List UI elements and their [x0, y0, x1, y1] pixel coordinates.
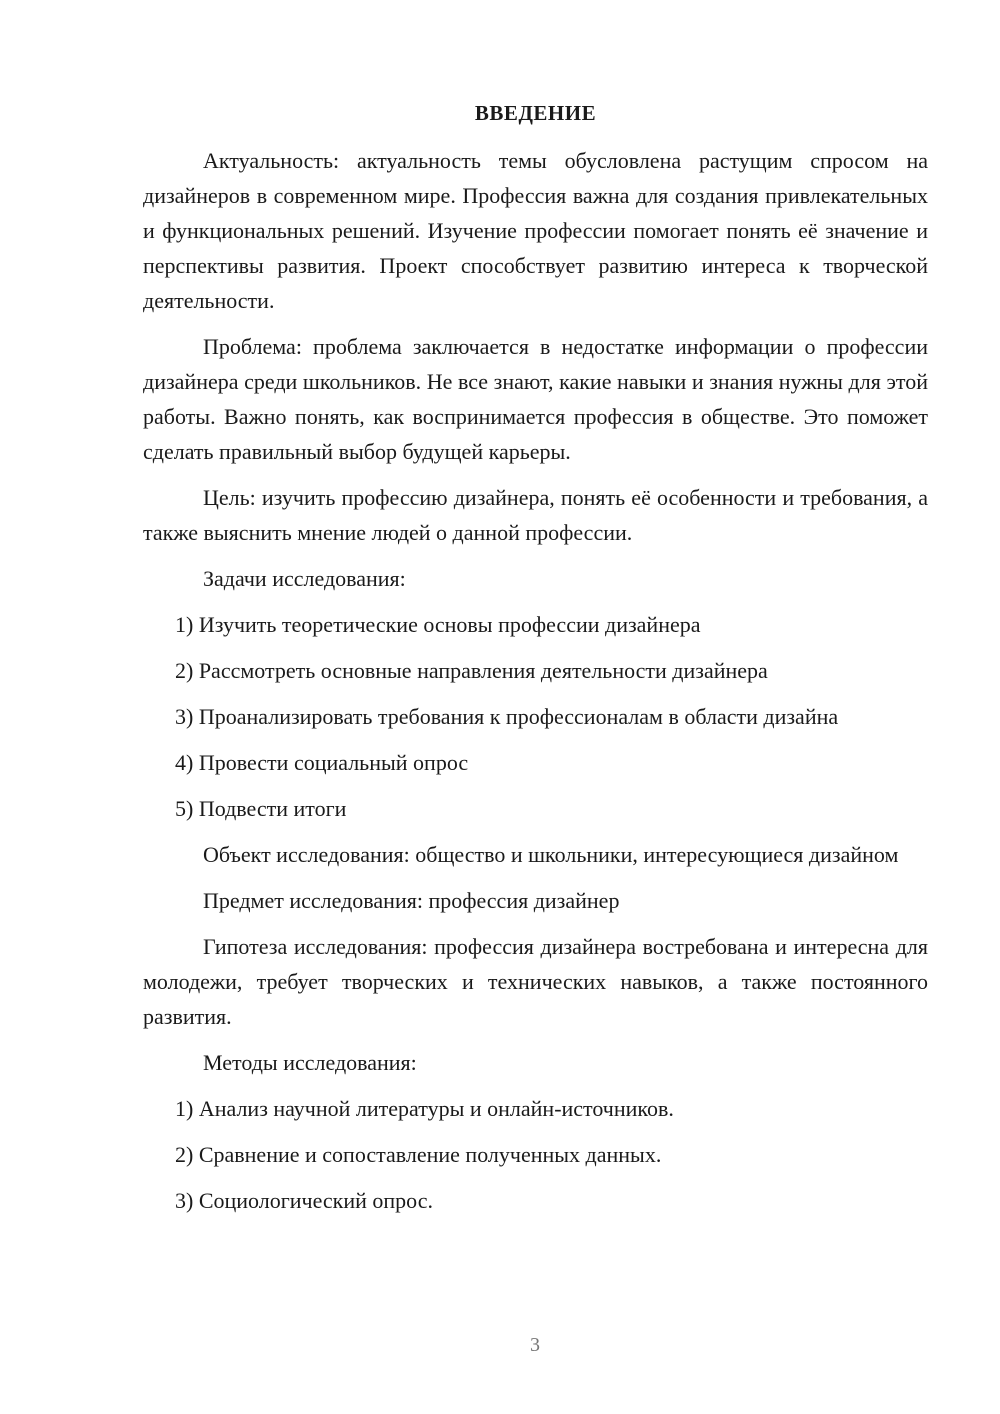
task-item: 1) Изучить теоретические основы профессии дизайнера — [175, 612, 701, 637]
task-item: 2) Рассмотреть основные направления деятельности дизайнера — [175, 658, 768, 683]
problem-paragraph: Проблема: проблема заключается в недостатке информации о профессии дизайнера среди школьников. Не все знают, какие навыки и знания нужны для этой работы. Важно понять, как воспринимается профессия в обществе. Это поможет сделать правильный выбор будущей карьеры. — [143, 334, 928, 464]
object-paragraph: Объект исследования: общество и школьники, интересующиеся дизайном — [203, 842, 899, 867]
page-content — [143, 96, 928, 1229]
method-item: 3) Социологический опрос. — [175, 1188, 433, 1213]
method-item: 1) Анализ научной литературы и онлайн-источников. — [175, 1096, 674, 1121]
relevance-paragraph: Актуальность: актуальность темы обусловлена растущим спросом на дизайнеров в современном мире. Профессия важна для создания привлекательных и функциональных решений. Изучение профессии помогает понять её значение и перспективы развития. Проект способствует развитию интереса к творческой деятельности. — [143, 148, 928, 313]
goal-paragraph: Цель: изучить профессию дизайнера, понять её особенности и требования, а также выяснить мнение людей о данной профессии. — [143, 485, 928, 545]
task-item: 4) Провести социальный опрос — [175, 750, 469, 775]
task-item: 5) Подвести итоги — [175, 796, 347, 821]
tasks-heading: Задачи исследования: — [203, 566, 406, 591]
methods-heading: Методы исследования: — [203, 1050, 417, 1075]
page-title: ВВЕДЕНИЕ — [474, 101, 597, 125]
page-number: 3 — [530, 1334, 540, 1356]
task-item: 3) Проанализировать требования к профессионалам в области дизайна — [175, 704, 839, 729]
subject-paragraph: Предмет исследования: профессия дизайнер — [203, 888, 620, 913]
method-item: 2) Сравнение и сопоставление полученных данных. — [175, 1142, 662, 1167]
hypothesis-paragraph: Гипотеза исследования: профессия дизайнера востребована и интересна для молодежи, требует творческих и технических навыков, а также постоянного развития. — [143, 934, 928, 1029]
